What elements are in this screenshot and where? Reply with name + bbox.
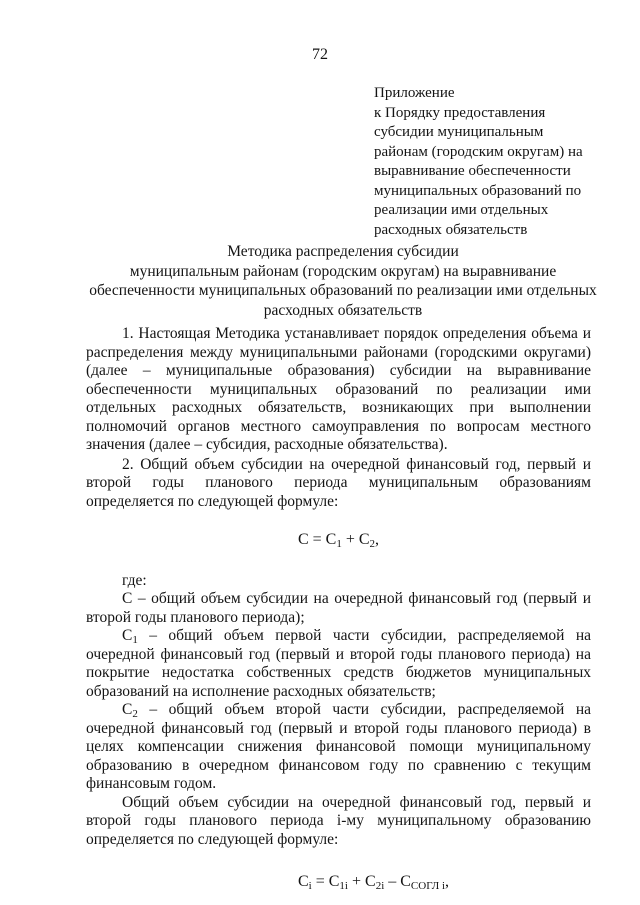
formula-sub: 1 <box>336 538 342 550</box>
appendix-line: субсидии муниципальным <box>374 124 544 140</box>
formula-municipal <box>86 873 591 892</box>
formula-part: = С <box>311 873 340 890</box>
appendix-line: районам (городским округам) на <box>374 143 583 160</box>
appendix-line: к Порядку предоставления <box>374 104 546 121</box>
appendix-line: выравнивание обеспеченности <box>374 163 571 179</box>
document-title <box>86 242 600 320</box>
title-line: расходных обязательств <box>263 301 423 319</box>
definition-c1 <box>86 627 591 701</box>
appendix-line: Приложение <box>374 85 455 101</box>
appendix-line: муниципальных образований по <box>374 182 582 199</box>
symbol: С <box>122 627 133 644</box>
symbol-sub: 1 <box>132 634 138 646</box>
formula-sub: 2 <box>369 538 376 550</box>
symbol: С <box>122 701 133 718</box>
formula-sub: 1i <box>339 880 348 892</box>
appendix-header <box>374 84 614 240</box>
formula-sub: СОГЛ i <box>410 880 446 892</box>
formula-sub: i <box>308 880 312 892</box>
paragraph-1: 1. Настоящая Методика устанавливает порядок определения объема и распределения между муниципальными районами (городскими округами) (далее – муниципальные образования) субсидии на выравнивание обеспеченности муниципальных образований по реализации ими отдельных расходных обязательств, возникающих при выполнении полномочий органов местного самоуправления по вопросам местного значения (далее – субсидия, расходные обязательства). <box>86 325 591 453</box>
definition-text: – общий объем первой части субсидии, распределяемой на очередной финансовый год (первый и второй годы планового периода) на покрытие недостатка собственных средств бюджетов муниципальных образований на исполнение расходных обязательств; <box>86 627 591 700</box>
symbol-sub: 2 <box>132 708 138 720</box>
title-line: обеспеченности муниципальных образований по реализации ими отдельных <box>89 282 597 299</box>
definition-c2 <box>86 701 591 794</box>
where-label: где: <box>122 571 147 589</box>
page-number: 72 <box>312 46 328 63</box>
paragraph-2: 2. Общий объем субсидии на очередной финансовый год, первый и второй годы планового периода муниципальным образованиям определяется по следующей формуле: <box>86 455 591 510</box>
document-body <box>86 325 591 892</box>
formula-tail: , <box>375 531 380 548</box>
formula-part: С <box>297 873 309 890</box>
formula-part: + С <box>347 873 376 890</box>
formula-tail: , <box>445 873 450 890</box>
title-line: Методика распределения субсидии <box>227 243 459 260</box>
formula-total <box>86 531 591 550</box>
formula-part: – С <box>384 873 411 890</box>
formula-plus: + С <box>341 531 370 548</box>
formula-lhs: С = С <box>297 531 337 548</box>
formula-sub: 2i <box>375 880 385 892</box>
definition-text: – общий объем второй части субсидии, распределяемой на очередной финансовый год (первый и второй годы планового периода) в целях компенсации снижения финансовой помощи муниципальному образованию в очередном финансовом году по сравнению с текущим финансовым годом. <box>86 701 591 792</box>
title-line: муниципальным районам (городским округам) на выравнивание <box>129 262 557 280</box>
paragraph-3: Общий объем субсидии на очередной финансовый год, первый и второй годы планового периода i-му муниципальному образованию определяется по следующей формуле: <box>86 793 591 848</box>
appendix-line: расходных обязательств <box>374 221 528 238</box>
definition-c: С – общий объем субсидии на очередной финансовый год (первый и второй годы планового периода); <box>86 590 591 626</box>
appendix-line: реализации ими отдельных <box>374 202 549 218</box>
